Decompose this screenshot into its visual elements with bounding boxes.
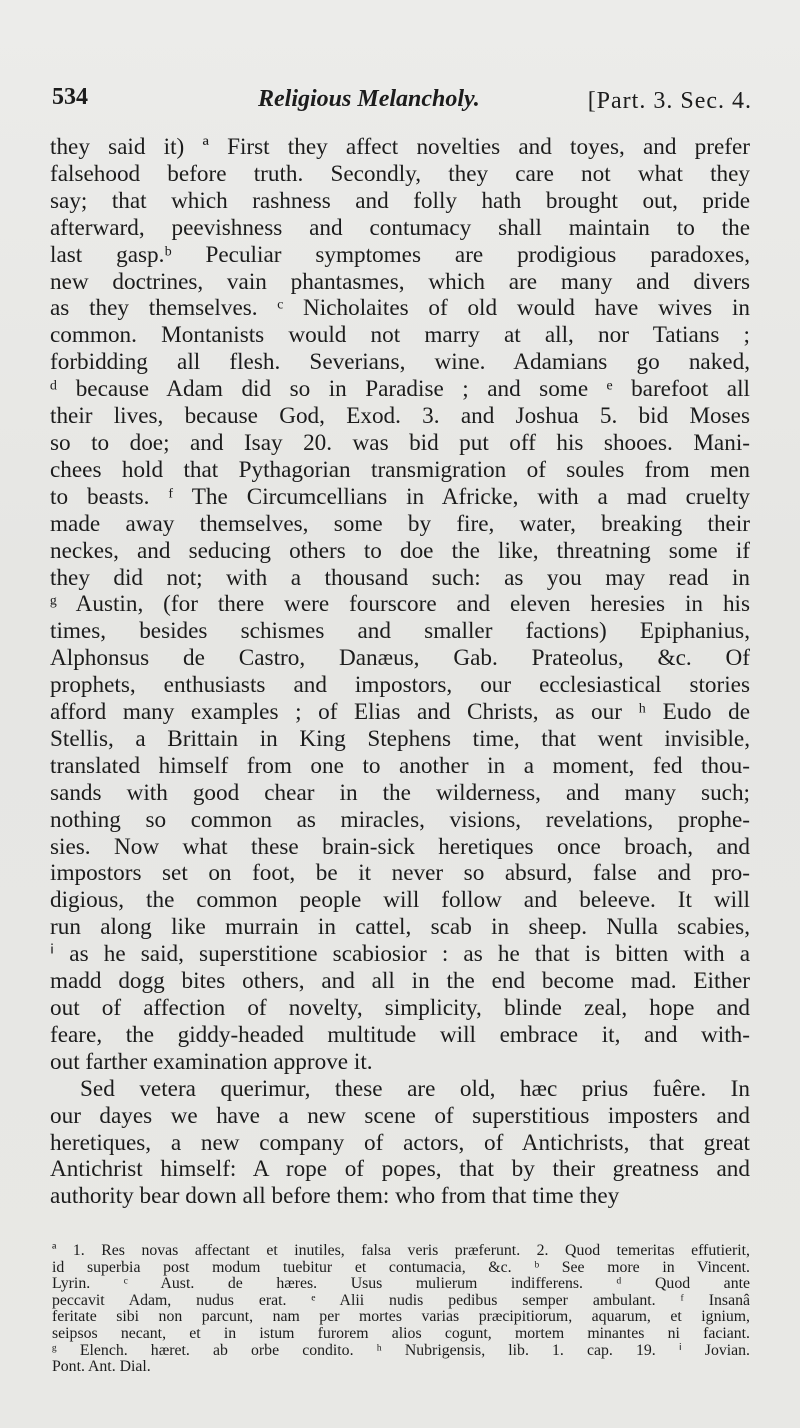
body-line: neckes, and seducing others to doe the like, threatning some if — [50, 537, 750, 564]
body-line: Antichrist himself: A rope of popes, that by their greatness and — [50, 1156, 750, 1183]
footnote-line: Lyrin. ᶜ Aust. de hæres. Usus mulierum indifferens. ᵈ Quod ante — [52, 1275, 750, 1293]
footnote-line: Pont. Ant. Dial. — [52, 1358, 151, 1376]
footnote-line: id superbia post modum tuebitur et contumacia, &c. ᵇ See more in Vincent. — [52, 1258, 750, 1276]
body-line: afterward, peevishness and contumacy shall maintain to the — [50, 214, 750, 241]
body-line: sands with good chear in the wilderness, and many such; — [50, 779, 750, 806]
body-line: as they themselves. ᶜ Nicholaites of old would have wives in — [50, 295, 750, 322]
footnote-line: ᵍ Elench. hæret. ab orbe condito. ʰ Nubrigensis, lib. 1. cap. 19. ⁱ Jovian. — [52, 1341, 750, 1359]
body-line: prophets, enthusiasts and impostors, our ecclesiastical stories — [50, 672, 750, 699]
body-line: Alphonsus de Castro, Danæus, Gab. Prateolus, &c. Of — [50, 645, 750, 672]
body-line: out of affection of novelty, simplicity, blinde zeal, hope and — [50, 995, 750, 1021]
body-line: forbidding all flesh. Severians, wine. Adamians go naked, — [50, 349, 750, 376]
running-title: Religious Melancholy. — [258, 86, 480, 112]
body-line: new doctrines, vain phantasmes, which are many and divers — [50, 268, 750, 295]
body-line: out farther examination approve it. — [50, 1048, 373, 1075]
body-line: afford many examples ; of Elias and Christs, as our ʰ Eudo de — [50, 699, 750, 726]
footnotes — [52, 1243, 750, 1376]
page-number: 534 — [52, 84, 88, 110]
body-line: feare, the giddy-headed multitude will embrace it, and with- — [50, 1021, 750, 1048]
body-line: Stellis, a Brittain in King Stephens time, that went invisible, — [50, 725, 750, 752]
body-line: falsehood before truth. Secondly, they care not what they — [50, 160, 750, 187]
body-line: our dayes we have a new scene of superstitious imposters and — [50, 1102, 750, 1129]
body-line: authority bear down all before them: who from that time they — [50, 1183, 620, 1210]
body-line: impostors set on foot, be it never so absurd, false and pro- — [50, 860, 750, 887]
body-line: digious, the common people will follow and beleeve. It will — [50, 887, 750, 914]
footnote-line: seipsos necant, et in istum furorem alios cogunt, mortem minantes ni faciant. — [52, 1324, 750, 1342]
body-line: they did not; with a thousand such: as you may read in — [50, 564, 750, 591]
body-line: ᵍ Austin, (for there were fourscore and eleven heresies in his — [50, 591, 750, 618]
part-section-label: [Part. 3. Sec. 4. — [587, 88, 752, 114]
body-line: Sed vetera querimur, these are old, hæc prius fuêre. In — [80, 1075, 750, 1102]
body-line: last gasp.ᵇ Peculiar symptomes are prodigious paradoxes, — [50, 241, 750, 268]
body-line: madd dogg bites others, and all in the end become mad. Either — [50, 968, 750, 995]
body-line: run along like murrain in cattel, scab in sheep. Nulla scabies, — [50, 914, 750, 941]
body-line: translated himself from one to another in a moment, fed thou- — [50, 752, 750, 779]
body-line: heretiques, a new company of actors, of Antichrists, that great — [50, 1129, 750, 1156]
footnote-line: feritate sibi non parcunt, nam per mortes varias præcipitiorum, aquarum, et ignium, — [52, 1308, 750, 1326]
body-line: ᵈ because Adam did so in Paradise ; and some ᵉ barefoot all — [50, 376, 750, 403]
body-line: made away themselves, some by fire, water, breaking their — [50, 510, 750, 537]
body-line: to beasts. ᶠ The Circumcellians in Africke, with a mad cruelty — [50, 483, 750, 510]
body-text — [50, 134, 750, 1210]
body-line: chees hold that Pythagorian transmigration of soules from men — [50, 456, 750, 483]
body-line: sies. Now what these brain-sick heretiques once broach, and — [50, 833, 750, 860]
body-line: nothing so common as miracles, visions, revelations, prophe- — [50, 806, 750, 833]
body-line: common. Montanists would not marry at all, nor Tatians ; — [50, 322, 750, 349]
body-line: ⁱ as he said, superstitione scabiosior : as he that is bitten with a — [50, 941, 750, 968]
body-line: times, besides schismes and smaller factions) Epiphanius, — [50, 618, 750, 645]
page-header — [52, 84, 752, 124]
footnote-line: ª 1. Res novas affectant et inutiles, falsa veris præferunt. 2. Quod temeritas effutierit, — [52, 1242, 750, 1259]
body-line: they said it) ª First they affect novelties and toyes, and prefer — [50, 134, 750, 160]
body-line: so to doe; and Isay 20. was bid put off his shooes. Mani- — [50, 429, 750, 456]
footnote-line: peccavit Adam, nudus erat. ᵉ Alii nudis pedibus semper ambulant. ᶠ Insanâ — [52, 1291, 750, 1309]
body-line: say; that which rashness and folly hath brought out, pride — [50, 187, 750, 214]
body-line: their lives, because God, Exod. 3. and Joshua 5. bid Moses — [50, 403, 750, 430]
